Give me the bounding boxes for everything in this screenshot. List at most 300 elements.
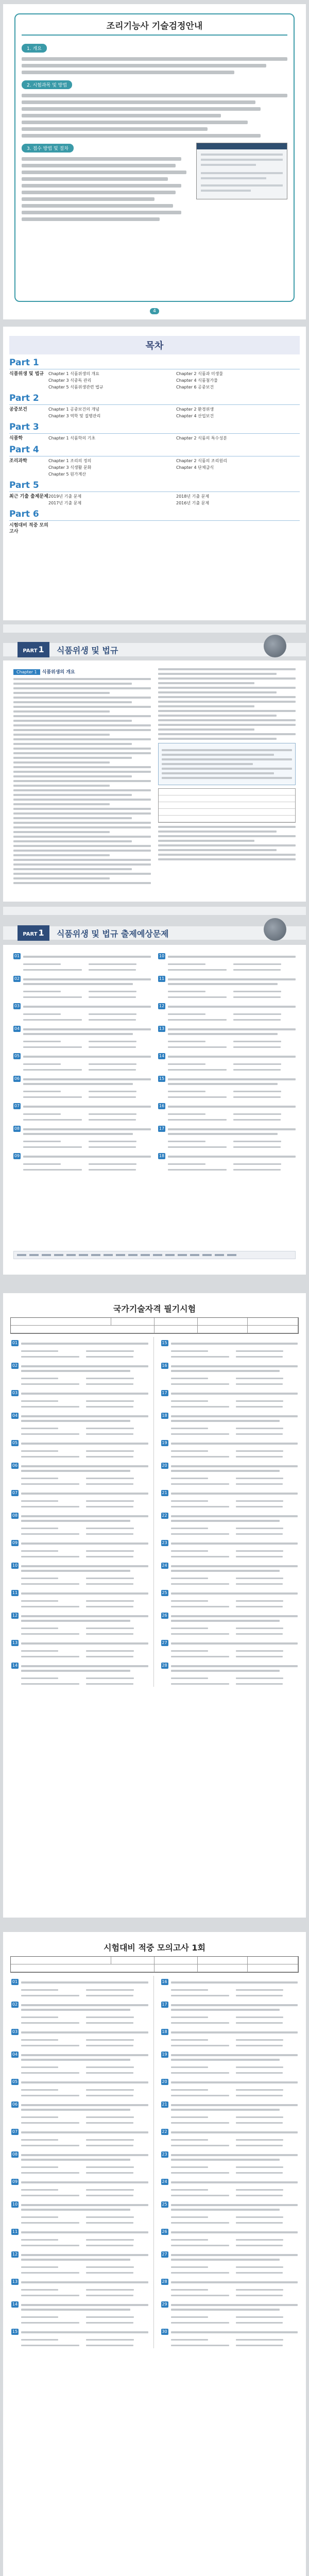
answer-mark <box>128 1254 138 1256</box>
question <box>161 1613 298 1624</box>
question-number: 07 <box>12 1490 18 1495</box>
question <box>13 1026 151 1038</box>
question-number: 23 <box>162 1540 167 1545</box>
answer-options <box>21 2014 148 2026</box>
question <box>11 2229 148 2236</box>
section-heading: 2. 시험과목 및 방법 <box>22 80 72 89</box>
exam-info-table <box>10 1956 299 1973</box>
question <box>161 2229 298 2236</box>
question <box>161 2279 298 2286</box>
question-number: 02 <box>12 2002 18 2007</box>
answer-options <box>21 1625 148 1637</box>
answer-options <box>171 2264 298 2276</box>
question <box>11 2251 148 2263</box>
answer-options <box>168 1161 296 1173</box>
question <box>158 1053 296 1060</box>
toc-part-subject: 시험대비 적중 모의고사 <box>9 523 48 534</box>
question-number: 08 <box>12 1513 18 1518</box>
question <box>11 2079 148 2086</box>
answer-options <box>21 1476 148 1487</box>
answer-options <box>171 1498 298 1510</box>
question <box>161 2329 298 2336</box>
question-number: 16 <box>162 1363 167 1368</box>
answer-options <box>23 1139 151 1150</box>
question-number: 10 <box>12 1563 18 1568</box>
question <box>11 2129 148 2136</box>
toc-chapter: 2016년 기출 문제 <box>176 501 210 505</box>
exam-info-table <box>10 1317 299 1334</box>
answer-options <box>23 989 151 1000</box>
toc-part-subject: 공중보건 <box>9 407 27 412</box>
answer-options <box>171 2187 298 2198</box>
answer-options <box>21 1426 148 1437</box>
question <box>11 2102 148 2113</box>
question-number: 05 <box>12 1440 18 1445</box>
question <box>161 2102 298 2113</box>
answer-options <box>21 2164 148 2176</box>
answer-mark <box>17 1254 26 1256</box>
data-table <box>158 788 296 823</box>
question <box>161 2029 298 2036</box>
question-number: 21 <box>162 1490 167 1495</box>
answer-options <box>171 1987 298 1998</box>
answer-options <box>23 1039 151 1050</box>
left-column <box>13 950 151 1173</box>
toc-part-label: Part 4 <box>9 445 300 456</box>
note-box <box>158 743 296 785</box>
question <box>11 2329 148 2336</box>
question-number: 16 <box>162 1979 167 1984</box>
question-number: 16 <box>159 1104 165 1108</box>
toc-chapter: Chapter 5 원가계산 <box>48 472 87 477</box>
answer-options <box>171 1675 298 1687</box>
toc-chapter: Chapter 4 산업보건 <box>176 414 214 418</box>
answer-options <box>21 2137 148 2148</box>
question <box>11 1440 148 1447</box>
question <box>11 1413 148 1425</box>
answer-options <box>21 2264 148 2276</box>
question <box>11 2029 148 2036</box>
question <box>11 1613 148 1624</box>
question <box>161 1979 298 1986</box>
question <box>161 1463 298 1475</box>
question <box>161 2251 298 2263</box>
question-number: 13 <box>12 1640 18 1645</box>
toc-part-subject: 최근 기출 출제문제 <box>9 494 48 499</box>
toc-part-label: Part 6 <box>9 509 300 521</box>
question <box>11 2201 148 2213</box>
question <box>161 2052 298 2063</box>
question <box>158 976 296 988</box>
toc-part <box>9 480 300 506</box>
answer-options <box>21 2214 148 2226</box>
question-number: 14 <box>12 2302 18 2307</box>
answer-options <box>171 2087 298 2098</box>
question <box>161 2129 298 2136</box>
answer-options <box>171 1448 298 1460</box>
answer-options <box>21 1648 148 1659</box>
answer-options <box>171 1398 298 1410</box>
toc-part <box>9 358 300 390</box>
question <box>11 1590 148 1597</box>
content-page <box>3 660 306 902</box>
question-number: 25 <box>162 2202 167 2207</box>
microscope-icon <box>264 635 286 657</box>
question <box>161 2201 298 2213</box>
toc-part-label: Part 2 <box>9 393 300 405</box>
answer-mark <box>215 1254 224 1256</box>
question <box>158 1126 296 1138</box>
part-title: 식품위생 및 법규 출제예상문제 <box>57 929 169 939</box>
question-number: 11 <box>12 2229 18 2234</box>
answer-options <box>21 2314 148 2326</box>
answer-mark <box>91 1254 100 1256</box>
left-column <box>13 666 151 887</box>
question-number: 19 <box>162 2052 167 2057</box>
answer-options <box>171 2164 298 2176</box>
question-number: 14 <box>12 1663 18 1668</box>
answer-options <box>171 2337 298 2348</box>
question-number: 14 <box>159 1054 165 1058</box>
part-tag: PART 1 <box>18 642 49 657</box>
answer-options <box>23 1111 151 1123</box>
page-title: 조리기능사 기술검정안내 <box>22 19 287 36</box>
answer-options <box>171 2214 298 2226</box>
answer-options <box>21 2287 148 2298</box>
question <box>161 1513 298 1524</box>
question-number: 01 <box>14 954 20 958</box>
answer-options <box>171 2137 298 2148</box>
answer-mark <box>227 1254 236 1256</box>
mock-exam-page <box>3 1932 306 2576</box>
question <box>161 2179 298 2186</box>
answer-mark <box>79 1254 88 1256</box>
chapter-title: 식품위생의 개요 <box>42 670 75 675</box>
question-number: 17 <box>162 2002 167 2007</box>
question-number: 20 <box>162 2079 167 2084</box>
answer-options <box>21 2337 148 2348</box>
answer-options <box>23 1011 151 1023</box>
question <box>158 1003 296 1010</box>
answer-options <box>21 1548 148 1560</box>
toc-chapter: 2019년 기출 문제 <box>48 494 82 499</box>
question-number: 17 <box>159 1126 165 1131</box>
answer-options <box>21 1498 148 1510</box>
question-number: 12 <box>159 1004 165 1008</box>
left-column <box>11 1976 154 2348</box>
question <box>13 953 151 960</box>
question-number: 10 <box>159 954 165 958</box>
question <box>11 2151 148 2163</box>
toc-heading: 목차 <box>9 336 300 354</box>
question-number: 11 <box>159 976 165 981</box>
answer-options <box>168 1011 296 1023</box>
question-number: 29 <box>162 2302 167 2307</box>
answer-options <box>21 1376 148 1387</box>
answer-mark <box>42 1254 51 1256</box>
question-number: 06 <box>12 2102 18 2107</box>
toc-part <box>9 393 300 419</box>
question-number: 03 <box>12 2029 18 2034</box>
question-number: 02 <box>14 976 20 981</box>
answer-options <box>171 1476 298 1487</box>
answer-mark <box>116 1254 125 1256</box>
question <box>11 2179 148 2186</box>
question <box>161 1663 298 1674</box>
right-column <box>158 950 296 1173</box>
answer-options <box>171 1598 298 1609</box>
question-number: 12 <box>12 2252 18 2257</box>
question-number: 24 <box>162 2179 167 2184</box>
question-number: 26 <box>162 1613 167 1618</box>
part-tag: PART 1 <box>18 925 49 941</box>
toc-chapter: Chapter 1 조리의 정의 <box>48 459 92 463</box>
toc-chapter: Chapter 5 식품위생관련 법규 <box>48 385 104 389</box>
answer-options <box>21 2237 148 2248</box>
question-number: 13 <box>12 2279 18 2284</box>
toc-chapter: Chapter 1 식품학의 기초 <box>48 436 96 440</box>
right-column <box>158 666 296 887</box>
question-number: 06 <box>12 1463 18 1468</box>
answer-options <box>21 2064 148 2076</box>
toc-chapter: Chapter 2 환경위생 <box>176 407 214 412</box>
question <box>11 2279 148 2286</box>
answer-options <box>21 1598 148 1609</box>
question <box>13 976 151 988</box>
question <box>161 1363 298 1375</box>
question-number: 17 <box>162 1391 167 1395</box>
answer-options <box>21 1575 148 1587</box>
toc-part <box>9 509 300 535</box>
toc-chapter: Chapter 3 식중독 관리 <box>48 378 92 383</box>
toc-chapter: Chapter 2 식품과 미생물 <box>176 371 224 376</box>
question-number: 15 <box>12 2329 18 2334</box>
question-number: 22 <box>162 2129 167 2134</box>
question-number: 01 <box>12 1341 18 1345</box>
answer-mark <box>29 1254 39 1256</box>
question-number: 05 <box>14 1054 20 1058</box>
guide-page <box>3 4 306 319</box>
answer-options <box>21 2114 148 2126</box>
question-number: 18 <box>159 1154 165 1158</box>
question <box>161 2301 298 2313</box>
question-number: 13 <box>159 1026 165 1031</box>
question-number: 09 <box>12 1540 18 1545</box>
answer-options <box>171 1426 298 1437</box>
answer-options <box>168 1039 296 1050</box>
answer-options <box>171 2237 298 2248</box>
question <box>13 1003 151 1010</box>
question-number: 03 <box>12 1391 18 1395</box>
answer-mark <box>66 1254 76 1256</box>
answer-options <box>171 2114 298 2126</box>
question-number: 09 <box>12 2179 18 2184</box>
answer-options <box>171 1648 298 1659</box>
question <box>13 1053 151 1060</box>
answer-mark <box>141 1254 150 1256</box>
page-number: 4 <box>3 308 306 314</box>
toc-part-subject: 식품학 <box>9 436 23 441</box>
question-number: 09 <box>14 1154 20 1158</box>
question <box>161 1640 298 1647</box>
question-number: 07 <box>12 2129 18 2134</box>
answer-options <box>171 1575 298 1587</box>
question-number: 02 <box>12 1363 18 1368</box>
question <box>158 1153 296 1160</box>
answer-options <box>171 1348 298 1360</box>
toc-chapter: Chapter 2 식품의 조리원리 <box>176 459 227 463</box>
answer-options <box>21 1675 148 1687</box>
question-number: 04 <box>12 2052 18 2057</box>
question <box>161 1390 298 1397</box>
question-number: 15 <box>162 1341 167 1345</box>
answer-mark <box>178 1254 187 1256</box>
question <box>11 1663 148 1674</box>
toc-part-label: Part 1 <box>9 358 300 369</box>
question <box>161 1413 298 1425</box>
question-number: 08 <box>14 1126 20 1131</box>
question <box>11 2301 148 2313</box>
answer-options <box>21 2087 148 2098</box>
answer-options <box>171 1526 298 1537</box>
question-number: 25 <box>162 1590 167 1595</box>
question-number: 27 <box>162 1640 167 1645</box>
answer-options <box>171 1548 298 1560</box>
answer-options <box>23 1061 151 1073</box>
toc-part-label: Part 5 <box>9 480 300 492</box>
question <box>161 1340 298 1347</box>
answer-options <box>21 1987 148 1998</box>
question <box>11 1490 148 1497</box>
answer-options <box>21 1348 148 1360</box>
answer-options <box>21 2037 148 2048</box>
question-number: 27 <box>162 2252 167 2257</box>
question <box>13 1153 151 1160</box>
answer-options <box>23 1161 151 1173</box>
question <box>11 1540 148 1547</box>
question-number: 10 <box>12 2202 18 2207</box>
exam-title: 시험대비 적중 모의고사 1회 <box>104 1943 205 1953</box>
answer-key <box>13 1251 296 1259</box>
question <box>11 1640 148 1647</box>
exercise-page <box>3 945 306 1275</box>
answer-options <box>23 961 151 973</box>
question-number: 30 <box>162 2329 167 2334</box>
question <box>11 1513 148 1524</box>
answer-options <box>168 989 296 1000</box>
question-number: 23 <box>162 2152 167 2157</box>
toc-chapter: 2018년 기출 문제 <box>176 494 210 499</box>
question <box>161 1440 298 1447</box>
left-column <box>11 1337 154 1687</box>
guide-frame <box>14 13 295 302</box>
question <box>13 1126 151 1138</box>
question <box>11 2052 148 2063</box>
toc-chapter: 2017년 기출 문제 <box>48 501 82 505</box>
toc-chapter: Chapter 1 공중보건의 개념 <box>48 407 99 412</box>
question <box>11 2002 148 2013</box>
question <box>161 2079 298 2086</box>
answer-options <box>171 1376 298 1387</box>
answer-mark <box>190 1254 199 1256</box>
answer-options <box>171 1625 298 1637</box>
question-number: 03 <box>14 1004 20 1008</box>
chapter-header <box>3 632 306 660</box>
section-heading: 3. 접수 방법 및 절차 <box>22 144 74 152</box>
exam-page <box>3 1293 306 1918</box>
question-number: 21 <box>162 2102 167 2107</box>
question <box>11 1979 148 1986</box>
toc-chapter: Chapter 3 역학 및 질병관리 <box>48 414 101 418</box>
answer-options <box>171 2314 298 2326</box>
chapter-header <box>3 915 306 944</box>
answer-options <box>21 1448 148 1460</box>
question-number: 08 <box>12 2152 18 2157</box>
toc-chapter: Chapter 4 단체급식 <box>176 465 214 470</box>
answer-mark <box>54 1254 63 1256</box>
toc-chapter: Chapter 3 식생활 문화 <box>48 465 92 470</box>
question-number: 28 <box>162 1663 167 1668</box>
toc-part-subject: 조리과학 <box>9 459 27 464</box>
answer-options <box>168 1089 296 1100</box>
toc-chapter: Chapter 6 공중보건 <box>176 385 214 389</box>
answer-options <box>171 2014 298 2026</box>
question <box>158 1026 296 1038</box>
question <box>11 1390 148 1397</box>
answer-mark <box>202 1254 212 1256</box>
answer-options <box>168 1061 296 1073</box>
answer-options <box>168 1111 296 1123</box>
question-number: 20 <box>162 1463 167 1468</box>
toc-part <box>9 422 300 442</box>
part-title: 식품위생 및 법규 <box>57 646 118 655</box>
question-number: 04 <box>14 1026 20 1031</box>
answer-options <box>171 2287 298 2298</box>
question <box>161 2151 298 2163</box>
microscope-icon <box>264 918 286 941</box>
question <box>158 1103 296 1110</box>
question <box>11 1563 148 1574</box>
toc-chapter: Chapter 1 식품위생의 개요 <box>48 371 99 376</box>
toc-chapter: Chapter 4 식품첨가물 <box>176 378 218 383</box>
toc-part-subject: 식품위생 및 법규 <box>9 371 44 377</box>
answer-mark <box>153 1254 162 1256</box>
question-number: 05 <box>12 2079 18 2084</box>
question-number: 26 <box>162 2229 167 2234</box>
question <box>161 1540 298 1547</box>
question <box>11 1463 148 1475</box>
question-number: 07 <box>14 1104 20 1108</box>
toc-part-label: Part 3 <box>9 422 300 434</box>
question <box>161 1563 298 1574</box>
question-number: 04 <box>12 1413 18 1418</box>
question-number: 15 <box>159 1076 165 1081</box>
right-column <box>161 1337 298 1687</box>
question <box>11 1340 148 1347</box>
question-number: 22 <box>162 1513 167 1518</box>
answer-options <box>171 2037 298 2048</box>
answer-mark <box>104 1254 113 1256</box>
question-number: 28 <box>162 2279 167 2284</box>
answer-options <box>171 2064 298 2076</box>
question <box>161 1590 298 1597</box>
screenshot-image <box>196 143 287 199</box>
answer-options <box>23 1089 151 1100</box>
answer-options <box>168 1139 296 1150</box>
right-column <box>161 1976 298 2348</box>
question-number: 11 <box>12 1590 18 1595</box>
question-number: 12 <box>12 1613 18 1618</box>
